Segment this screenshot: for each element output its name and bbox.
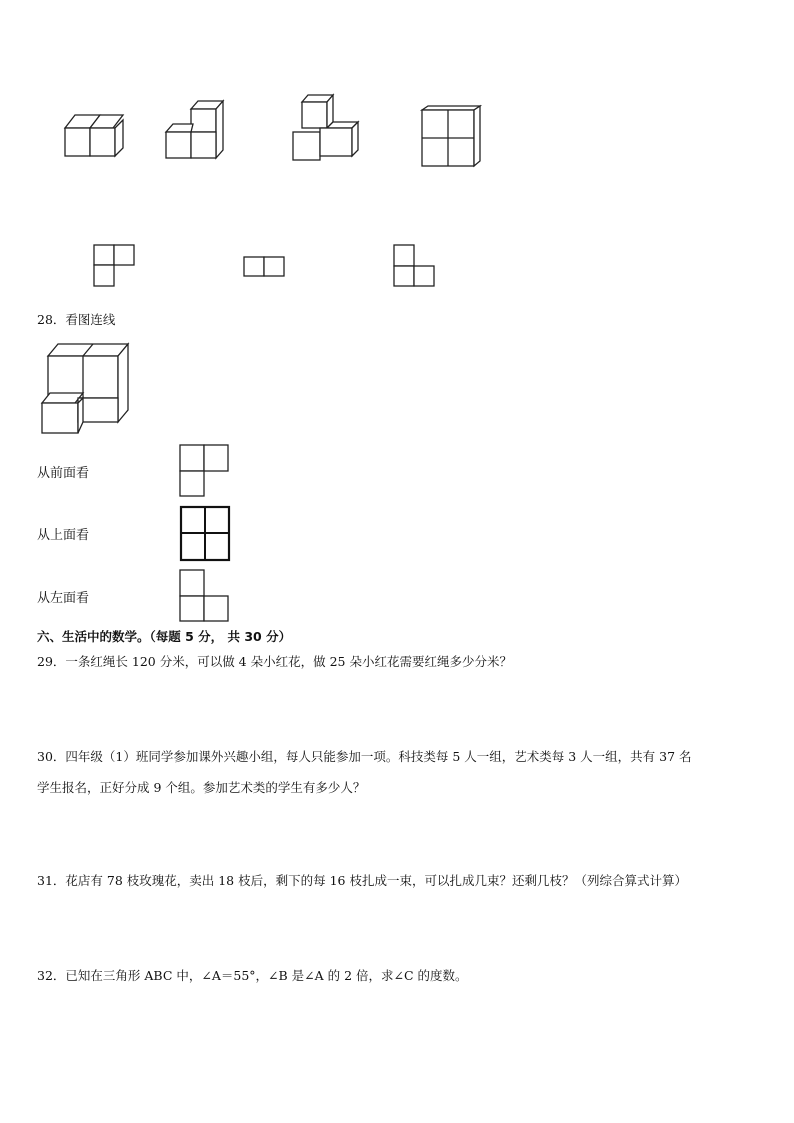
question-text: 一条红绳长 120 分米，可以做 4 朵小红花，做 25 朵小红花需要红绳多少分米？ xyxy=(65,654,512,669)
question-31 xyxy=(37,872,687,890)
question-text: 已知在三角形 ABC 中，∠A＝55°，∠B 是∠A 的 2 倍，求∠C 的度数。 xyxy=(65,968,468,983)
cube-figure-1 xyxy=(60,110,130,170)
view-shape-b xyxy=(243,256,293,286)
question-number: 28． xyxy=(37,312,66,327)
question-number: 32． xyxy=(37,968,66,983)
question-text: 花店有 78 枝玫瑰花，卖出 18 枝后，剩下的每 16 枝扎成一束，可以扎成几束？还剩几枝？（列综合算式计算） xyxy=(65,873,687,888)
cube-figure-3 xyxy=(290,92,365,167)
view-front-shape xyxy=(179,444,239,504)
view-left-shape xyxy=(179,569,239,629)
question-text-line2: 学生报名，正好分成 9 个组。参加艺术类的学生有多少人？ xyxy=(37,780,366,795)
question-text: 看图连线 xyxy=(65,312,116,327)
view-shape-c xyxy=(393,244,443,294)
question-29 xyxy=(37,653,512,671)
question-number: 30． xyxy=(37,749,66,764)
view-shape-a xyxy=(93,244,143,294)
question-30 xyxy=(37,748,692,766)
solid-figure-q28 xyxy=(38,338,138,438)
view-top-shape xyxy=(180,506,240,566)
question-32 xyxy=(37,967,468,985)
question-28 xyxy=(37,311,115,329)
view-label-front: 从前面看 xyxy=(37,466,90,481)
view-label-top: 从上面看 xyxy=(37,528,90,543)
section-heading: 六、生活中的数学。（每题 5 分， 共 30 分） xyxy=(37,629,292,644)
question-text-line1: 四年级（1）班同学参加课外兴趣小组，每人只能参加一项。科技类每 5 人一组，艺术类每 3 人一组，共有 37 名 xyxy=(65,749,692,764)
cube-figure-4 xyxy=(418,103,488,173)
question-number: 31． xyxy=(37,873,66,888)
view-label-left: 从左面看 xyxy=(37,591,90,606)
question-number: 29． xyxy=(37,654,66,669)
question-30-continued xyxy=(37,779,365,797)
cube-figure-2 xyxy=(163,98,233,168)
